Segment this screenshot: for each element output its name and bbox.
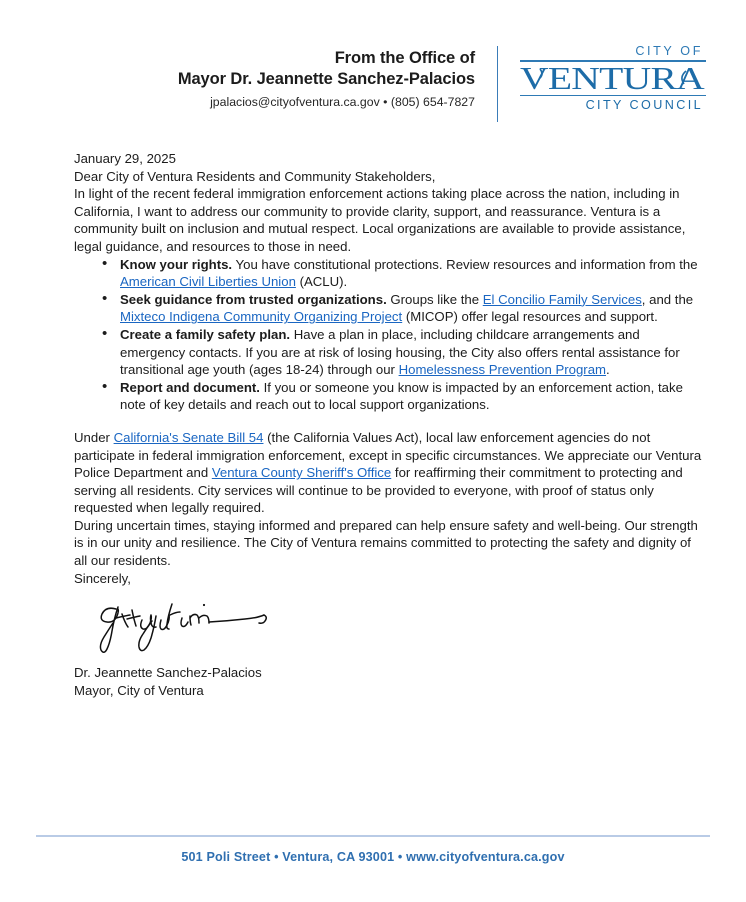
document-link[interactable]: California's Senate Bill 54 bbox=[113, 429, 264, 445]
senate-bill-paragraph: Under California's Senate Bill 54 (the California Values Act), local law enforcement agencies do not participate in federal immigration enforcement, except in specific circumstances. We appreciate our Ventura Police Department and Ventura County Sheriff's Office for reaffirming their commitment to protecting and serving all residents. City services will continue to be provided to everyone, with proof of status only requested when legally required. bbox=[74, 429, 702, 516]
letter-salutation: Dear City of Ventura Residents and Community Stakeholders, bbox=[74, 168, 436, 184]
guidance-bullet-list bbox=[74, 256, 706, 414]
logo-rule-top bbox=[520, 60, 706, 62]
ventura-wordmark-icon bbox=[520, 63, 706, 94]
office-contact-line: jpalacios@cityofventura.ca.gov • (805) 654-7827 bbox=[210, 95, 475, 109]
handwritten-signature-icon bbox=[86, 596, 271, 658]
bullet-lead-text: Seek guidance from trusted organizations. bbox=[120, 291, 387, 307]
signer-title: Mayor, City of Ventura bbox=[74, 682, 204, 698]
document-link[interactable]: El Concilio Family Services bbox=[482, 291, 642, 307]
city-of-ventura-logo bbox=[498, 44, 706, 112]
footer-divider bbox=[36, 835, 710, 837]
letter-body bbox=[0, 150, 746, 587]
document-link[interactable]: Ventura County Sheriff's Office bbox=[211, 465, 392, 481]
guidance-bullet-item: • Seek guidance from trusted organizations. Groups like the El Concilio Family Services, and the Mixteco Indigena Community Organizing Project (MICOP) offer legal resources and support. bbox=[74, 291, 706, 326]
page-footer bbox=[0, 835, 746, 864]
bullet-lead-text: Know your rights. bbox=[120, 256, 233, 272]
letter-date: January 29, 2025 bbox=[74, 151, 176, 166]
office-line-1: From the Office of bbox=[334, 49, 475, 67]
guidance-bullet-item: • Create a family safety plan. Have a plan in place, including childcare arrangements and emergency contacts. If you are at risk of losing housing, the City also offers rental assistance for transitional age youth (ages 18-24) through our Homelessness Prevention Program. bbox=[74, 326, 706, 379]
document-link[interactable]: American Civil Liberties Union bbox=[120, 274, 296, 290]
logo-city-of-text: CITY OF bbox=[635, 44, 703, 58]
footer-address: 501 Poli Street • Ventura, CA 93001 • www.cityofventura.ca.gov bbox=[181, 850, 565, 864]
guidance-bullet-item: • Know your rights. You have constitutional protections. Review resources and information from the American Civil Liberties Union (ACLU). bbox=[74, 256, 706, 291]
letterhead bbox=[0, 0, 746, 128]
signature-block bbox=[0, 596, 746, 699]
bullet-lead-text: Report and document. bbox=[120, 379, 260, 395]
sincerely-line: Sincerely, bbox=[74, 570, 131, 586]
office-line-2: Mayor Dr. Jeannette Sanchez-Palacios bbox=[177, 70, 475, 88]
guidance-bullet-item: • Report and document. If you or someone you know is impacted by an enforcement action, take note of key details and reach out to local support organizations. bbox=[74, 379, 706, 414]
document-link[interactable]: Mixteco Indigena Community Organizing Project bbox=[120, 309, 403, 325]
signer-name: Dr. Jeannette Sanchez-Palacios bbox=[74, 665, 262, 681]
bullet-lead-text: Create a family safety plan. bbox=[120, 326, 291, 342]
logo-city-council-text: CITY COUNCIL bbox=[585, 98, 703, 112]
document-link[interactable]: Homelessness Prevention Program bbox=[398, 362, 607, 378]
svg-text:VENTURA: VENTURA bbox=[520, 62, 705, 94]
logo-rule-bottom bbox=[520, 95, 706, 97]
closing-paragraph: During uncertain times, staying informed and prepared can help ensure safety and well-being. Our strength is in our unity and resilience. The City of Ventura remains committed to protecting the safety and dignity of all our residents. bbox=[74, 517, 698, 569]
office-title-block bbox=[40, 44, 497, 112]
intro-paragraph: In light of the recent federal immigration enforcement actions taking place across the nation, including in California, I want to address our community to provide clarity, support, and reassurance. Ventura is a community built on inclusion and mutual respect. Local organizations are available to provide assistance, legal guidance, and resources to those in need. bbox=[74, 186, 686, 254]
